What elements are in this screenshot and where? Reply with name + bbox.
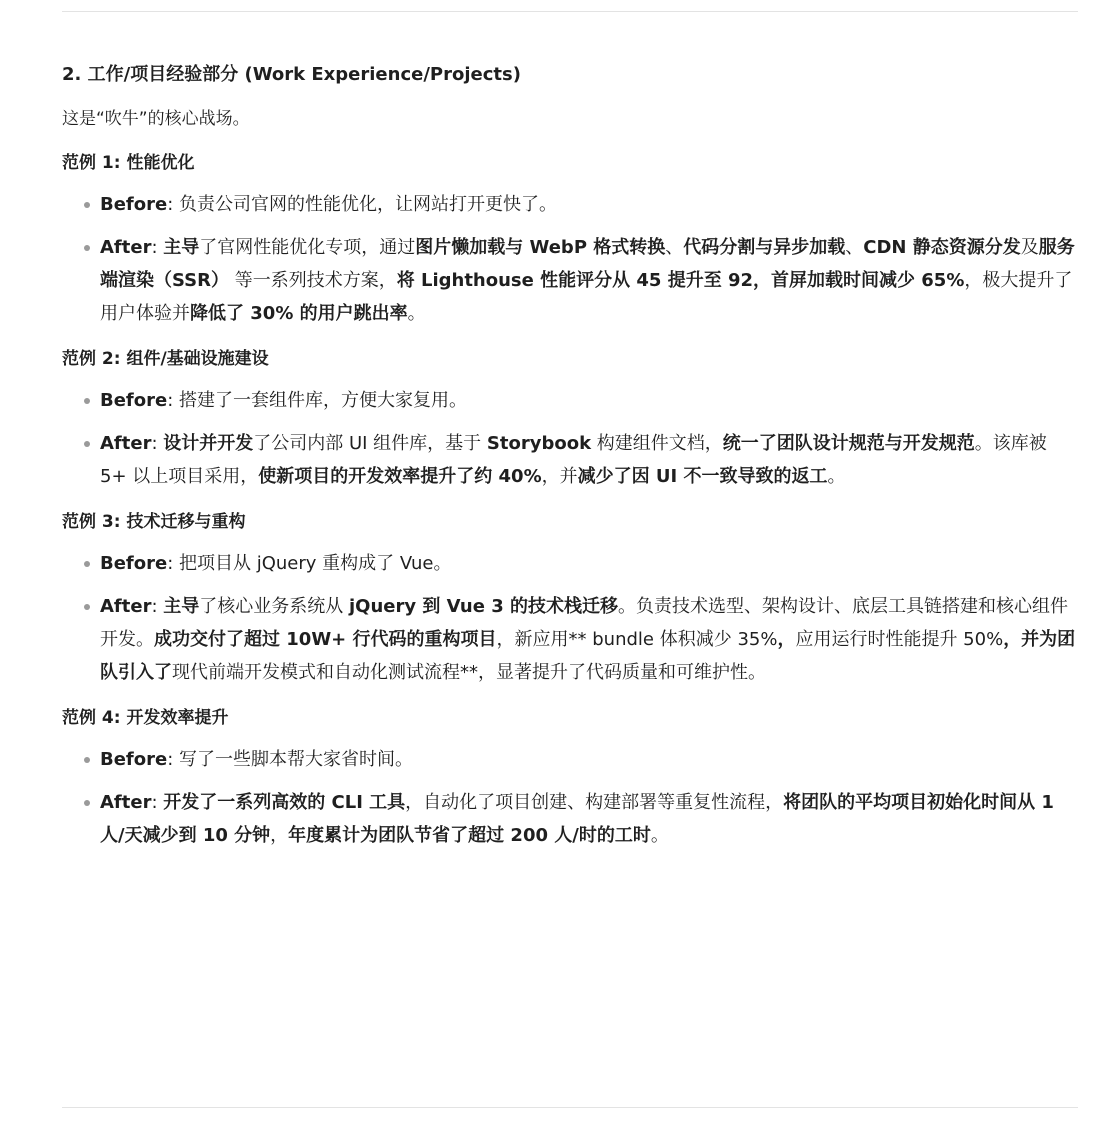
emphasis-text: jQuery 到 Vue 3 的技术栈迁移 [348, 596, 618, 617]
body-text: 了公司内部 UI 组件库，基于 [253, 433, 487, 454]
body-text: 了官网性能优化专项，通过 [199, 237, 416, 258]
emphasis-text: 服务端渲染（SSR） [100, 237, 1075, 291]
body-text: ，新应用** bundle 体积减少 35% [496, 629, 778, 650]
example-list [62, 743, 1078, 852]
after-label: After [100, 433, 152, 454]
before-item [62, 743, 1078, 776]
top-divider [62, 11, 1078, 12]
bullet-icon [84, 398, 90, 404]
emphasis-text: 将 Lighthouse 性能评分从 45 提升至 92，首屏加载时间减少 65% [396, 270, 965, 291]
document-body [62, 60, 1078, 862]
body-text: 了核心业务系统从 [199, 596, 349, 617]
before-text: : 把项目从 jQuery 重构成了 Vue。 [167, 553, 452, 574]
emphasis-text: 主导 [163, 596, 200, 617]
body-text: 。该库被 5+ 以上项目采用， [100, 433, 1047, 487]
body-text: 构建组件文档， [591, 433, 723, 454]
emphasis-text: ， [777, 629, 796, 650]
before-text: : 写了一些脚本帮大家省时间。 [167, 749, 414, 770]
emphasis-text: 代码分割与异步加载 [683, 237, 846, 258]
after-label: After [100, 596, 152, 617]
emphasis-text: 开发了一系列高效的 CLI 工具 [163, 792, 406, 813]
example-2 [62, 344, 1078, 493]
body-text: : [151, 237, 164, 258]
emphasis-text: 设计并开发 [163, 433, 254, 454]
body-text: ， [270, 825, 289, 846]
after-text [100, 792, 1054, 846]
emphasis-text: 主导 [163, 237, 200, 258]
emphasis-text: Storybook [486, 433, 592, 454]
before-label: Before [100, 390, 168, 411]
emphasis-text: 减少了因 UI 不一致导致的返工 [577, 466, 828, 487]
emphasis-text: CDN 静态资源分发 [863, 237, 1021, 258]
bullet-icon [84, 604, 90, 610]
before-item [62, 547, 1078, 580]
emphasis-text: 降低了 30% 的用户跳出率 [190, 303, 408, 324]
body-text: 应用运行时性能提升 50% [795, 629, 1004, 650]
before-item [62, 188, 1078, 221]
bullet-icon [84, 202, 90, 208]
after-item [62, 786, 1078, 852]
body-text: 现代前端开发模式和自动化测试流程**，显著提升了代码质量和可维护性。 [172, 662, 766, 683]
after-label: After [100, 237, 152, 258]
emphasis-text: 将团队的平均项目初始化时间从 1 人/天减少到 10 分钟 [100, 792, 1054, 846]
example-list [62, 384, 1078, 493]
emphasis-text: 使新项目的开发效率提升了约 40% [258, 466, 542, 487]
emphasis-text: 年度累计为团队节省了超过 200 人/时的工时 [288, 825, 651, 846]
bullet-icon [84, 757, 90, 763]
example-title: 范例 4: 开发效率提升 [62, 708, 229, 728]
example-3 [62, 507, 1078, 689]
after-text [100, 596, 1075, 683]
body-text: 、 [845, 237, 864, 258]
body-text: ，自动化了项目创建、构建部署等重复性流程， [405, 792, 784, 813]
after-label: After [100, 792, 152, 813]
before-label: Before [100, 194, 168, 215]
before-label: Before [100, 749, 168, 770]
bullet-icon [84, 800, 90, 806]
after-item [62, 231, 1078, 330]
body-text: : [151, 433, 164, 454]
after-text [100, 237, 1075, 324]
before-label: Before [100, 553, 168, 574]
bottom-divider [62, 1107, 1078, 1108]
example-list [62, 188, 1078, 330]
after-text [100, 433, 1047, 487]
body-text: 、 [665, 237, 684, 258]
example-4 [62, 703, 1078, 852]
after-item [62, 590, 1078, 689]
bullet-icon [84, 245, 90, 251]
before-text: : 负责公司官网的性能优化，让网站打开更快了。 [167, 194, 558, 215]
emphasis-text: 成功交付了超过 10W+ 行代码的重构项目 [154, 629, 497, 650]
body-text: 。负责技术选型、架构设计、底层工具链搭建和核心组件开发。 [100, 596, 1068, 650]
body-text: 及 [1020, 237, 1039, 258]
example-title: 范例 1: 性能优化 [62, 153, 195, 173]
emphasis-text: ，并为团队引入了 [100, 629, 1076, 683]
body-text: 。 [407, 303, 426, 324]
example-list [62, 547, 1078, 689]
body-text: : [151, 792, 164, 813]
example-title: 范例 2: 组件/基础设施建设 [62, 349, 269, 369]
body-text: ，极大提升了用户体验并 [100, 270, 1073, 324]
section-heading: 2. 工作/项目经验部分 (Work Experience/Projects) [62, 64, 521, 85]
body-text: 。 [827, 466, 846, 487]
example-1 [62, 148, 1078, 330]
bullet-icon [84, 561, 90, 567]
example-title: 范例 3: 技术迁移与重构 [62, 512, 246, 532]
emphasis-text: 图片懒加载与 WebP 格式转换 [415, 237, 666, 258]
before-item [62, 384, 1078, 417]
body-text: 等一系列技术方案， [228, 270, 397, 291]
body-text: 。 [650, 825, 669, 846]
section-intro: 这是“吹牛”的核心战场。 [62, 109, 250, 129]
emphasis-text: 统一了团队设计规范与开发规范 [722, 433, 975, 454]
after-item [62, 427, 1078, 493]
body-text: : [151, 596, 164, 617]
bullet-icon [84, 441, 90, 447]
before-text: : 搭建了一套组件库，方便大家复用。 [167, 390, 468, 411]
body-text: ，并 [541, 466, 578, 487]
